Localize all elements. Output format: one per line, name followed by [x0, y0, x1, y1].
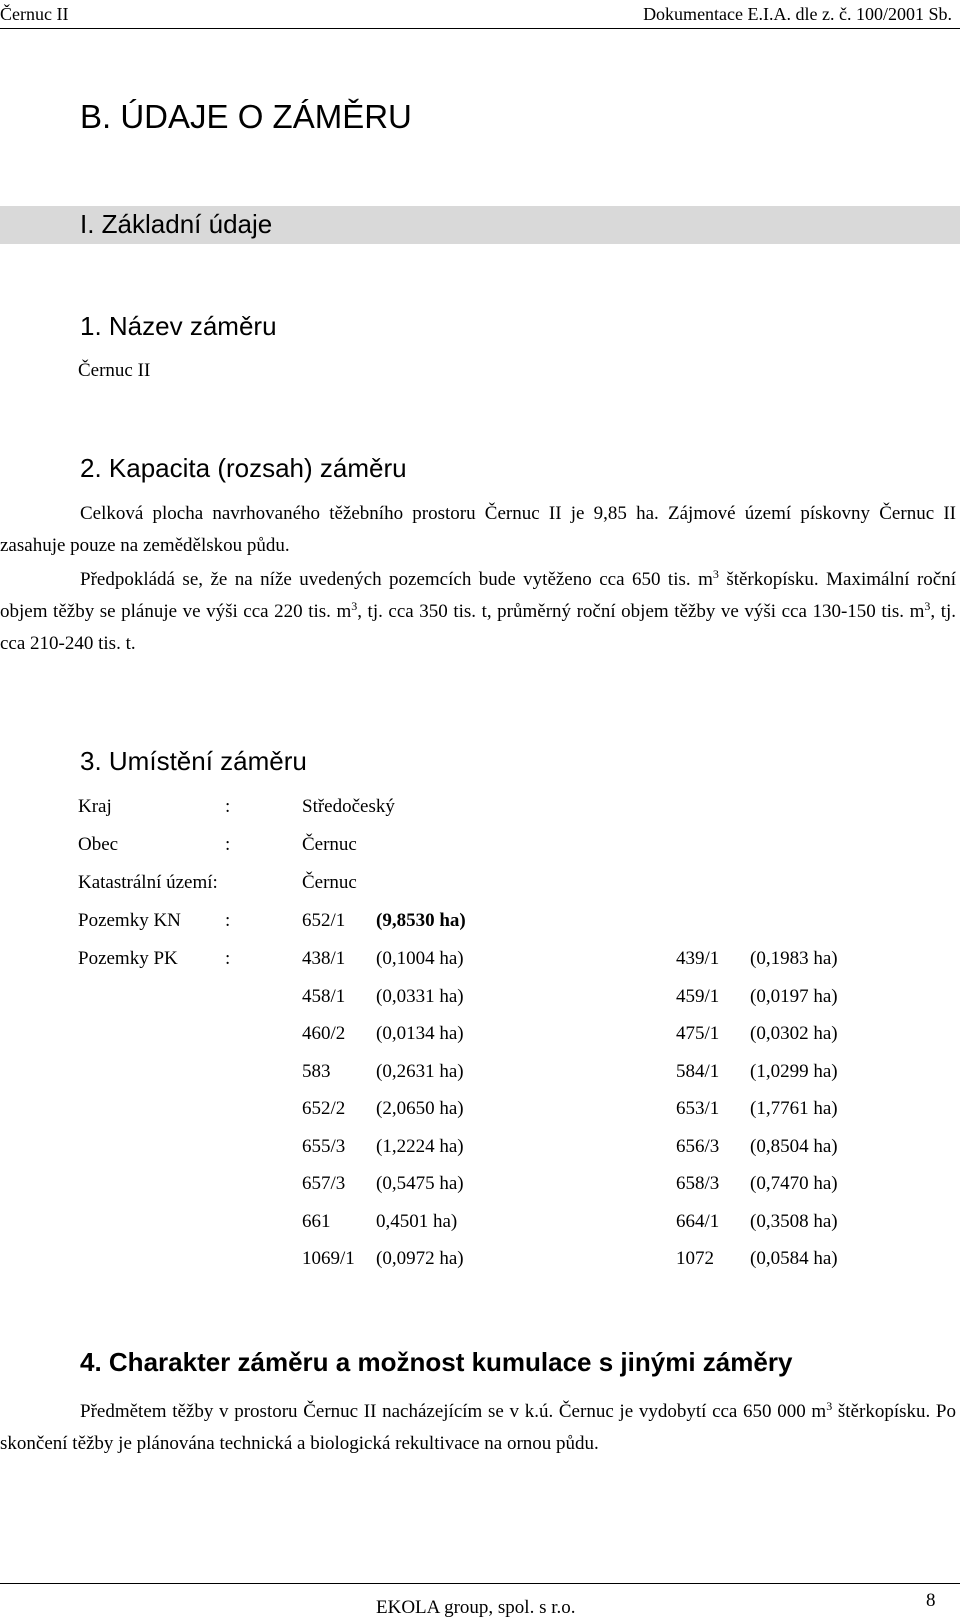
- pk-row: [78, 1136, 958, 1162]
- parcel-area: (0,0302 ha): [750, 1023, 838, 1044]
- parcel-area: (0,5475 ha): [376, 1173, 464, 1194]
- header-rule: [0, 28, 960, 29]
- parcel-number: 439/1: [676, 948, 720, 969]
- parcel-number: 459/1: [676, 986, 720, 1007]
- pk-row: [78, 1023, 958, 1049]
- pk-row: [78, 948, 958, 974]
- s2-p2a: Předpokládá se, že na níže uvedených pozemcích bude vytěženo cca 650 tis. m: [80, 569, 713, 590]
- row-obec: [78, 834, 958, 860]
- parcel-area: (0,1983 ha): [750, 948, 838, 969]
- pk-colon: :: [225, 948, 231, 969]
- footer-company: EKOLA group, spol. s r.o.: [376, 1597, 576, 1618]
- ku-value: Černuc: [302, 872, 357, 893]
- s2-p2b: štěrkopísku. Maximální roční objem těžby se plánuje ve výši cca 220 tis. m: [0, 569, 956, 622]
- parcel-area: (0,0134 ha): [376, 1023, 464, 1044]
- parcel-area: (0,0584 ha): [750, 1248, 838, 1269]
- pk-row: [78, 1211, 958, 1237]
- kn-area: (9,8530 ha): [376, 910, 466, 931]
- kraj-label: Kraj: [78, 796, 112, 817]
- s2-sup-3: 3: [924, 599, 931, 613]
- parcel-area: (1,0299 ha): [750, 1061, 838, 1082]
- header-right: Dokumentace E.I.A. dle z. č. 100/2001 Sb.: [643, 4, 952, 24]
- s2-paragraph-1: [0, 498, 956, 562]
- parcel-area: (0,3508 ha): [750, 1211, 838, 1232]
- s2-sup-1: 3: [712, 567, 719, 581]
- parcel-number: 460/2: [302, 1023, 346, 1044]
- ku-label: Katastrální území:: [78, 872, 218, 893]
- parcel-area: (2,0650 ha): [376, 1098, 464, 1119]
- section-title: I. Základní údaje: [80, 209, 273, 239]
- obec-value: Černuc: [302, 834, 357, 855]
- parcel-number: 584/1: [676, 1061, 720, 1082]
- footer-rule: [0, 1583, 960, 1584]
- parcel-number: 475/1: [676, 1023, 720, 1044]
- s2-p1-text: Celková plocha navrhovaného těžebního prostoru Černuc II je 9,85 ha. Zájmové území pískovny Černuc II zasahuje pouze na zemědělskou půdu.: [0, 503, 956, 556]
- s2-sup-2: 3: [351, 599, 358, 613]
- parcel-number: 583: [302, 1061, 331, 1082]
- parcel-number: 661: [302, 1211, 331, 1232]
- s2-paragraph-2: [0, 564, 956, 660]
- s4-sup: 3: [826, 1399, 833, 1413]
- part-title: B. ÚDAJE O ZÁMĚRU: [80, 98, 412, 135]
- parcel-number: 652/2: [302, 1098, 346, 1119]
- parcel-area: 0,4501 ha): [376, 1211, 458, 1232]
- parcel-number: 458/1: [302, 986, 346, 1007]
- parcel-number: 653/1: [676, 1098, 720, 1119]
- parcel-number: 656/3: [676, 1136, 720, 1157]
- s4-p1b: štěrkopísku. Po skončení těžby je plánována technická a biologická rekultivace na ornou půdu.: [0, 1401, 956, 1454]
- pk-row: [78, 1248, 958, 1274]
- parcel-number: 438/1: [302, 948, 346, 969]
- parcel-number: 658/3: [676, 1173, 720, 1194]
- pk-row: [78, 1061, 958, 1087]
- s4-title: 4. Charakter záměru a možnost kumulace s jinými záměry: [80, 1347, 793, 1377]
- s2-p2c: , tj. cca 350 tis. t, průměrný roční objem těžby ve výši cca 130-150 tis. m: [357, 601, 925, 622]
- parcel-area: (0,1004 ha): [376, 948, 464, 969]
- row-kn: [78, 910, 958, 936]
- header-left: Černuc II: [0, 4, 69, 24]
- s2-p2d: , tj. cca 210-240 tis. t.: [0, 601, 957, 654]
- parcel-area: (0,8504 ha): [750, 1136, 838, 1157]
- s4-p1a: Předmětem těžby v prostoru Černuc II nacházejícím se v k.ú. Černuc je vydobytí cca 650 000 m: [80, 1401, 827, 1422]
- parcel-area: (0,0972 ha): [376, 1248, 464, 1269]
- kraj-colon: :: [225, 796, 231, 817]
- kraj-value: Středočeský: [302, 796, 395, 817]
- pk-row: [78, 986, 958, 1012]
- parcel-area: (0,0331 ha): [376, 986, 464, 1007]
- pk-label: Pozemky PK: [78, 948, 178, 969]
- parcel-area: (0,0197 ha): [750, 986, 838, 1007]
- parcel-number: 1069/1: [302, 1248, 355, 1269]
- kn-colon: :: [225, 910, 231, 931]
- s1-title: 1. Název záměru: [80, 311, 277, 341]
- pk-row: [78, 1098, 958, 1124]
- parcel-number: 664/1: [676, 1211, 720, 1232]
- kn-label: Pozemky KN: [78, 910, 181, 931]
- parcel-number: 1072: [676, 1248, 714, 1269]
- obec-colon: :: [225, 834, 231, 855]
- parcel-area: (1,2224 ha): [376, 1136, 464, 1157]
- parcel-area: (1,7761 ha): [750, 1098, 838, 1119]
- parcel-area: (0,7470 ha): [750, 1173, 838, 1194]
- parcel-area: (0,2631 ha): [376, 1061, 464, 1082]
- parcel-number: 657/3: [302, 1173, 346, 1194]
- obec-label: Obec: [78, 834, 119, 855]
- page-number: 8: [926, 1590, 936, 1611]
- row-ku: [78, 872, 958, 898]
- s4-paragraph: [0, 1396, 956, 1460]
- s1-value: Černuc II: [78, 360, 151, 381]
- parcel-number: 655/3: [302, 1136, 346, 1157]
- kn-parcel: 652/1: [302, 910, 346, 931]
- s3-title: 3. Umístění záměru: [80, 746, 307, 776]
- s2-title: 2. Kapacita (rozsah) záměru: [80, 453, 407, 483]
- pk-row: [78, 1173, 958, 1199]
- row-kraj: [78, 796, 958, 822]
